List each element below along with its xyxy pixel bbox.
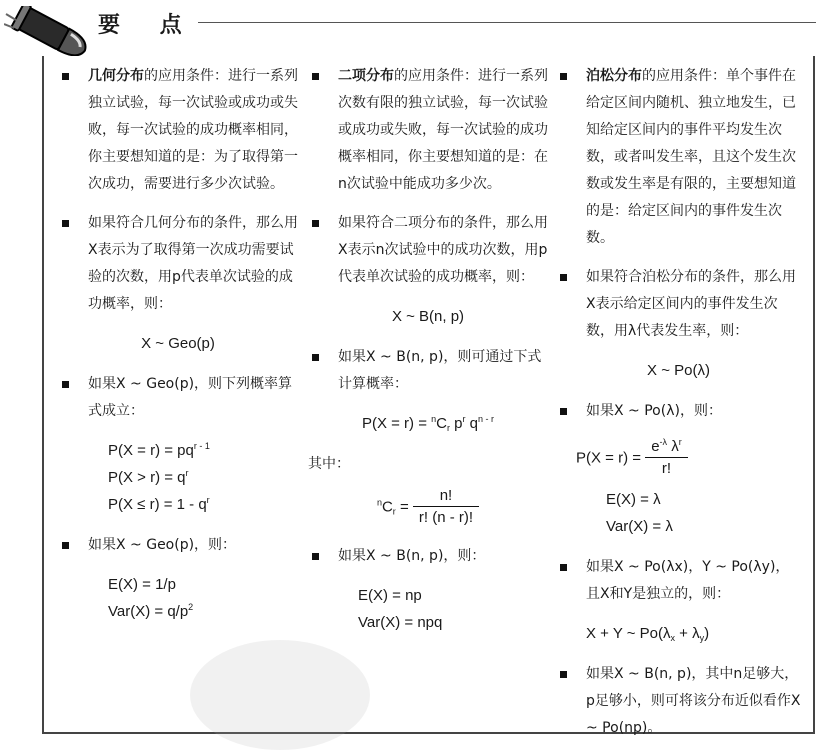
item-text: 的应用条件：单个事件在给定区间内随机、独立地发生，已知给定区间内的事件平均发生次数，或者叫发生率，且这个发生次数或发生率是有限的，主要想知道的是：给定区间内的事件发生次数。 (586, 68, 796, 246)
formula-probability: $P(X = r) = ^nC_r$ $p^r$ $q^{n - r}$ (361, 414, 495, 433)
bullet-square-icon (312, 73, 319, 80)
list-item (58, 371, 298, 425)
bullet-square-icon (312, 553, 319, 560)
list-item (556, 398, 801, 425)
list-item (58, 63, 298, 198)
bullet-square-icon (312, 354, 319, 361)
bullet-square-icon (62, 542, 69, 549)
fraction: $\frac{e^{-\lambda} \lambda^r}{r!}$ (645, 437, 688, 480)
formula-block (556, 486, 801, 540)
item-text: 的应用条件：进行一系列独立试验，每一次试验或成功或失败，每一次试验的成功概率相同，你主要想知道的是：为了取得第一次成功，需要进行多少次试验。 (88, 68, 298, 192)
keyword: 二项分布 (338, 68, 394, 84)
keyword: 泊松分布 (586, 68, 642, 84)
item-text: 如果X ~ Geo(p)，则下列概率算式成立： (88, 376, 293, 419)
item-text: 如果符合几何分布的条件，那么用X表示为了取得第一次成功需要试验的次数，用p代表单次试验的成功概率，则： (88, 215, 298, 312)
item-text: 的应用条件：进行一系列次数有限的独立试验，每一次试验或成功或失败，每一次试验的成功概率相同，你主要想知道的是：在n次试验中能成功多少次。 (338, 68, 548, 192)
bullet-square-icon (560, 408, 567, 415)
where-label: 其中： (308, 456, 350, 472)
formula-block (308, 582, 548, 636)
formula-line: E(X) = 1/p (108, 576, 176, 593)
formula-line: E(X) = np (358, 587, 422, 604)
item-text: 如果X ~ B(n, p)，则： (338, 548, 486, 564)
bullet-square-icon (312, 220, 319, 227)
bullet-square-icon (62, 220, 69, 227)
formula-block (58, 571, 298, 625)
title-rule (198, 22, 816, 23)
formula-line: Var(X) = npq (358, 614, 443, 631)
column-poisson (556, 63, 801, 754)
bullet-icon (4, 6, 96, 56)
item-text: 如果X ~ Geo(p)，则： (88, 537, 237, 553)
item-text: 如果符合二项分布的条件，那么用X表示n次试验中的成功次数，用p代表单次试验的成功概率，则： (338, 215, 548, 285)
list-item (308, 344, 548, 398)
bullet-square-icon (62, 381, 69, 388)
formula-probability: P(X = r) = $\frac{e^{-\lambda} \lambda^r}{r!}$ (556, 437, 801, 480)
bullet-square-icon (560, 564, 567, 571)
formula-distribution: X ~ B(n, p) (391, 308, 465, 325)
formula-line: Var(X) = λ (606, 518, 673, 535)
formula-distribution: X ~ Po(λ) (647, 362, 710, 379)
list-item (308, 543, 548, 570)
list-item (58, 532, 298, 559)
list-item (308, 63, 548, 198)
list-item (556, 554, 801, 608)
bullet-square-icon (560, 671, 567, 678)
column-geometric (58, 63, 298, 639)
watermark-stamp (190, 640, 370, 750)
item-text: 如果X ~ Po(λx)，Y ~ Po(λy)，且X和Y是独立的，则： (586, 559, 790, 602)
column-binomial (308, 63, 548, 650)
formula-combination: $^nC_r$ = $\frac{n!}{r! (n - r)!}$ (308, 486, 548, 529)
item-text: 如果符合泊松分布的条件，那么用X表示给定区间内的事件发生次数，用λ代表发生率，则： (586, 269, 796, 339)
formula-line: $Var(X) = q/p^2$ (108, 602, 194, 620)
bullet-square-icon (560, 73, 567, 80)
list-item (58, 210, 298, 318)
item-text: 如果X ~ B(n, p)，则可通过下式计算概率： (338, 349, 542, 392)
keyword: 几何分布 (88, 68, 144, 84)
item-text: 如果X ~ Po(λ)，则： (586, 403, 722, 419)
list-item (556, 63, 801, 252)
formula-block (58, 437, 298, 518)
page-title: 要 点 (98, 13, 198, 38)
header (0, 0, 829, 60)
formula-line: $P(X = r) = pq^{r - 1}$ (108, 441, 210, 459)
formula-line: $P(X \le r) = 1 - q^r$ (108, 495, 210, 513)
fraction: $\frac{n!}{r! (n - r)!}$ (413, 486, 479, 529)
bullet-square-icon (560, 274, 567, 281)
bullet-square-icon (62, 73, 69, 80)
list-item (556, 661, 801, 742)
formula-line: E(X) = λ (606, 491, 661, 508)
formula-distribution: X ~ Geo(p) (141, 335, 215, 352)
list-item (308, 210, 548, 291)
formula-sum: X + Y ~ $Po(\lambda_x + \lambda_y)$ (586, 625, 710, 643)
formula-line: $P(X > r) = q^r$ (108, 468, 189, 486)
list-item (556, 264, 801, 345)
item-text: 如果X ~ B(n, p)，其中n足够大，p足够小，则可将该分布近似看作X ~ Po(np)。 (586, 666, 801, 736)
